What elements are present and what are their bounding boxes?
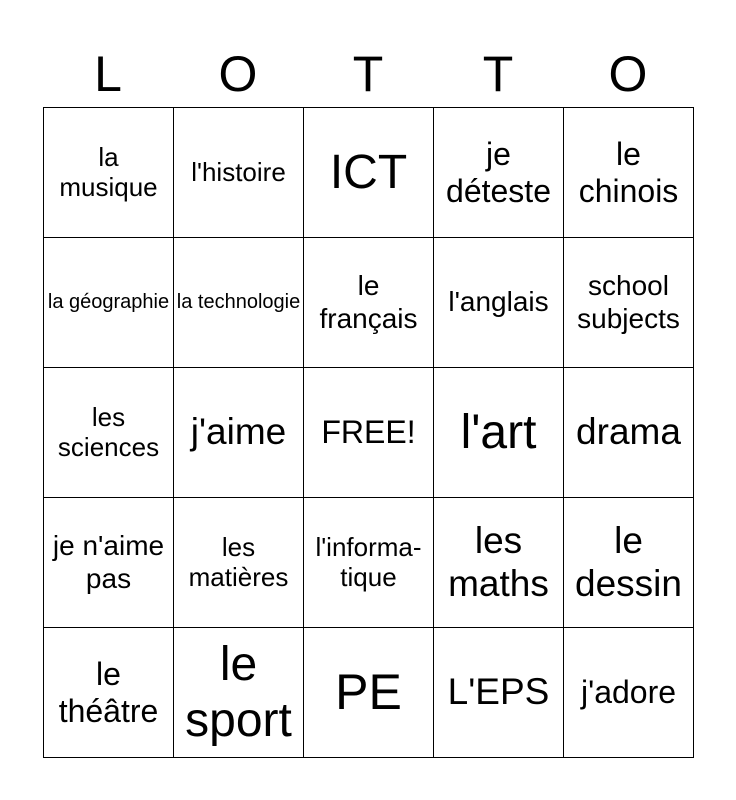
board-cell[interactable]: le théâtre [44, 628, 174, 758]
board-row [44, 498, 694, 628]
board-cell[interactable]: la technologie [174, 238, 304, 368]
board-row [44, 108, 694, 238]
board-cell[interactable]: l'informa-tique [304, 498, 434, 628]
board-cell[interactable]: school subjects [564, 238, 694, 368]
board-cell[interactable]: les maths [434, 498, 564, 628]
board-cell[interactable]: les sciences [44, 368, 174, 498]
board-row [44, 238, 694, 368]
board-cell[interactable]: ICT [304, 108, 434, 238]
board-cell[interactable]: l'histoire [174, 108, 304, 238]
board-cell[interactable]: le chinois [564, 108, 694, 238]
header-letter: O [218, 46, 258, 102]
board-cell[interactable]: le sport [174, 628, 304, 758]
board-cell[interactable]: PE [304, 628, 434, 758]
board-row [44, 368, 694, 498]
board-cell[interactable]: j'adore [564, 628, 694, 758]
board-cell[interactable]: l'art [434, 368, 564, 498]
header-letter: O [608, 46, 648, 102]
board-cell[interactable]: l'anglais [434, 238, 564, 368]
board-cell[interactable]: drama [564, 368, 694, 498]
header-letter: T [352, 46, 384, 102]
board-cell[interactable]: L'EPS [434, 628, 564, 758]
board-cell[interactable]: je déteste [434, 108, 564, 238]
header-letter: T [482, 46, 514, 102]
board-cell[interactable]: le dessin [564, 498, 694, 628]
board-cell[interactable]: FREE! [304, 368, 434, 498]
board-cell[interactable]: la musique [44, 108, 174, 238]
board-row [44, 628, 694, 758]
board-cell[interactable]: j'aime [174, 368, 304, 498]
board-cell[interactable]: les matières [174, 498, 304, 628]
lotto-header [43, 44, 693, 104]
header-letter: L [94, 46, 122, 102]
board-cell[interactable]: le français [304, 238, 434, 368]
lotto-board [43, 107, 694, 758]
board-cell[interactable]: la géographie [44, 238, 174, 368]
board-cell[interactable]: je n'aime pas [44, 498, 174, 628]
